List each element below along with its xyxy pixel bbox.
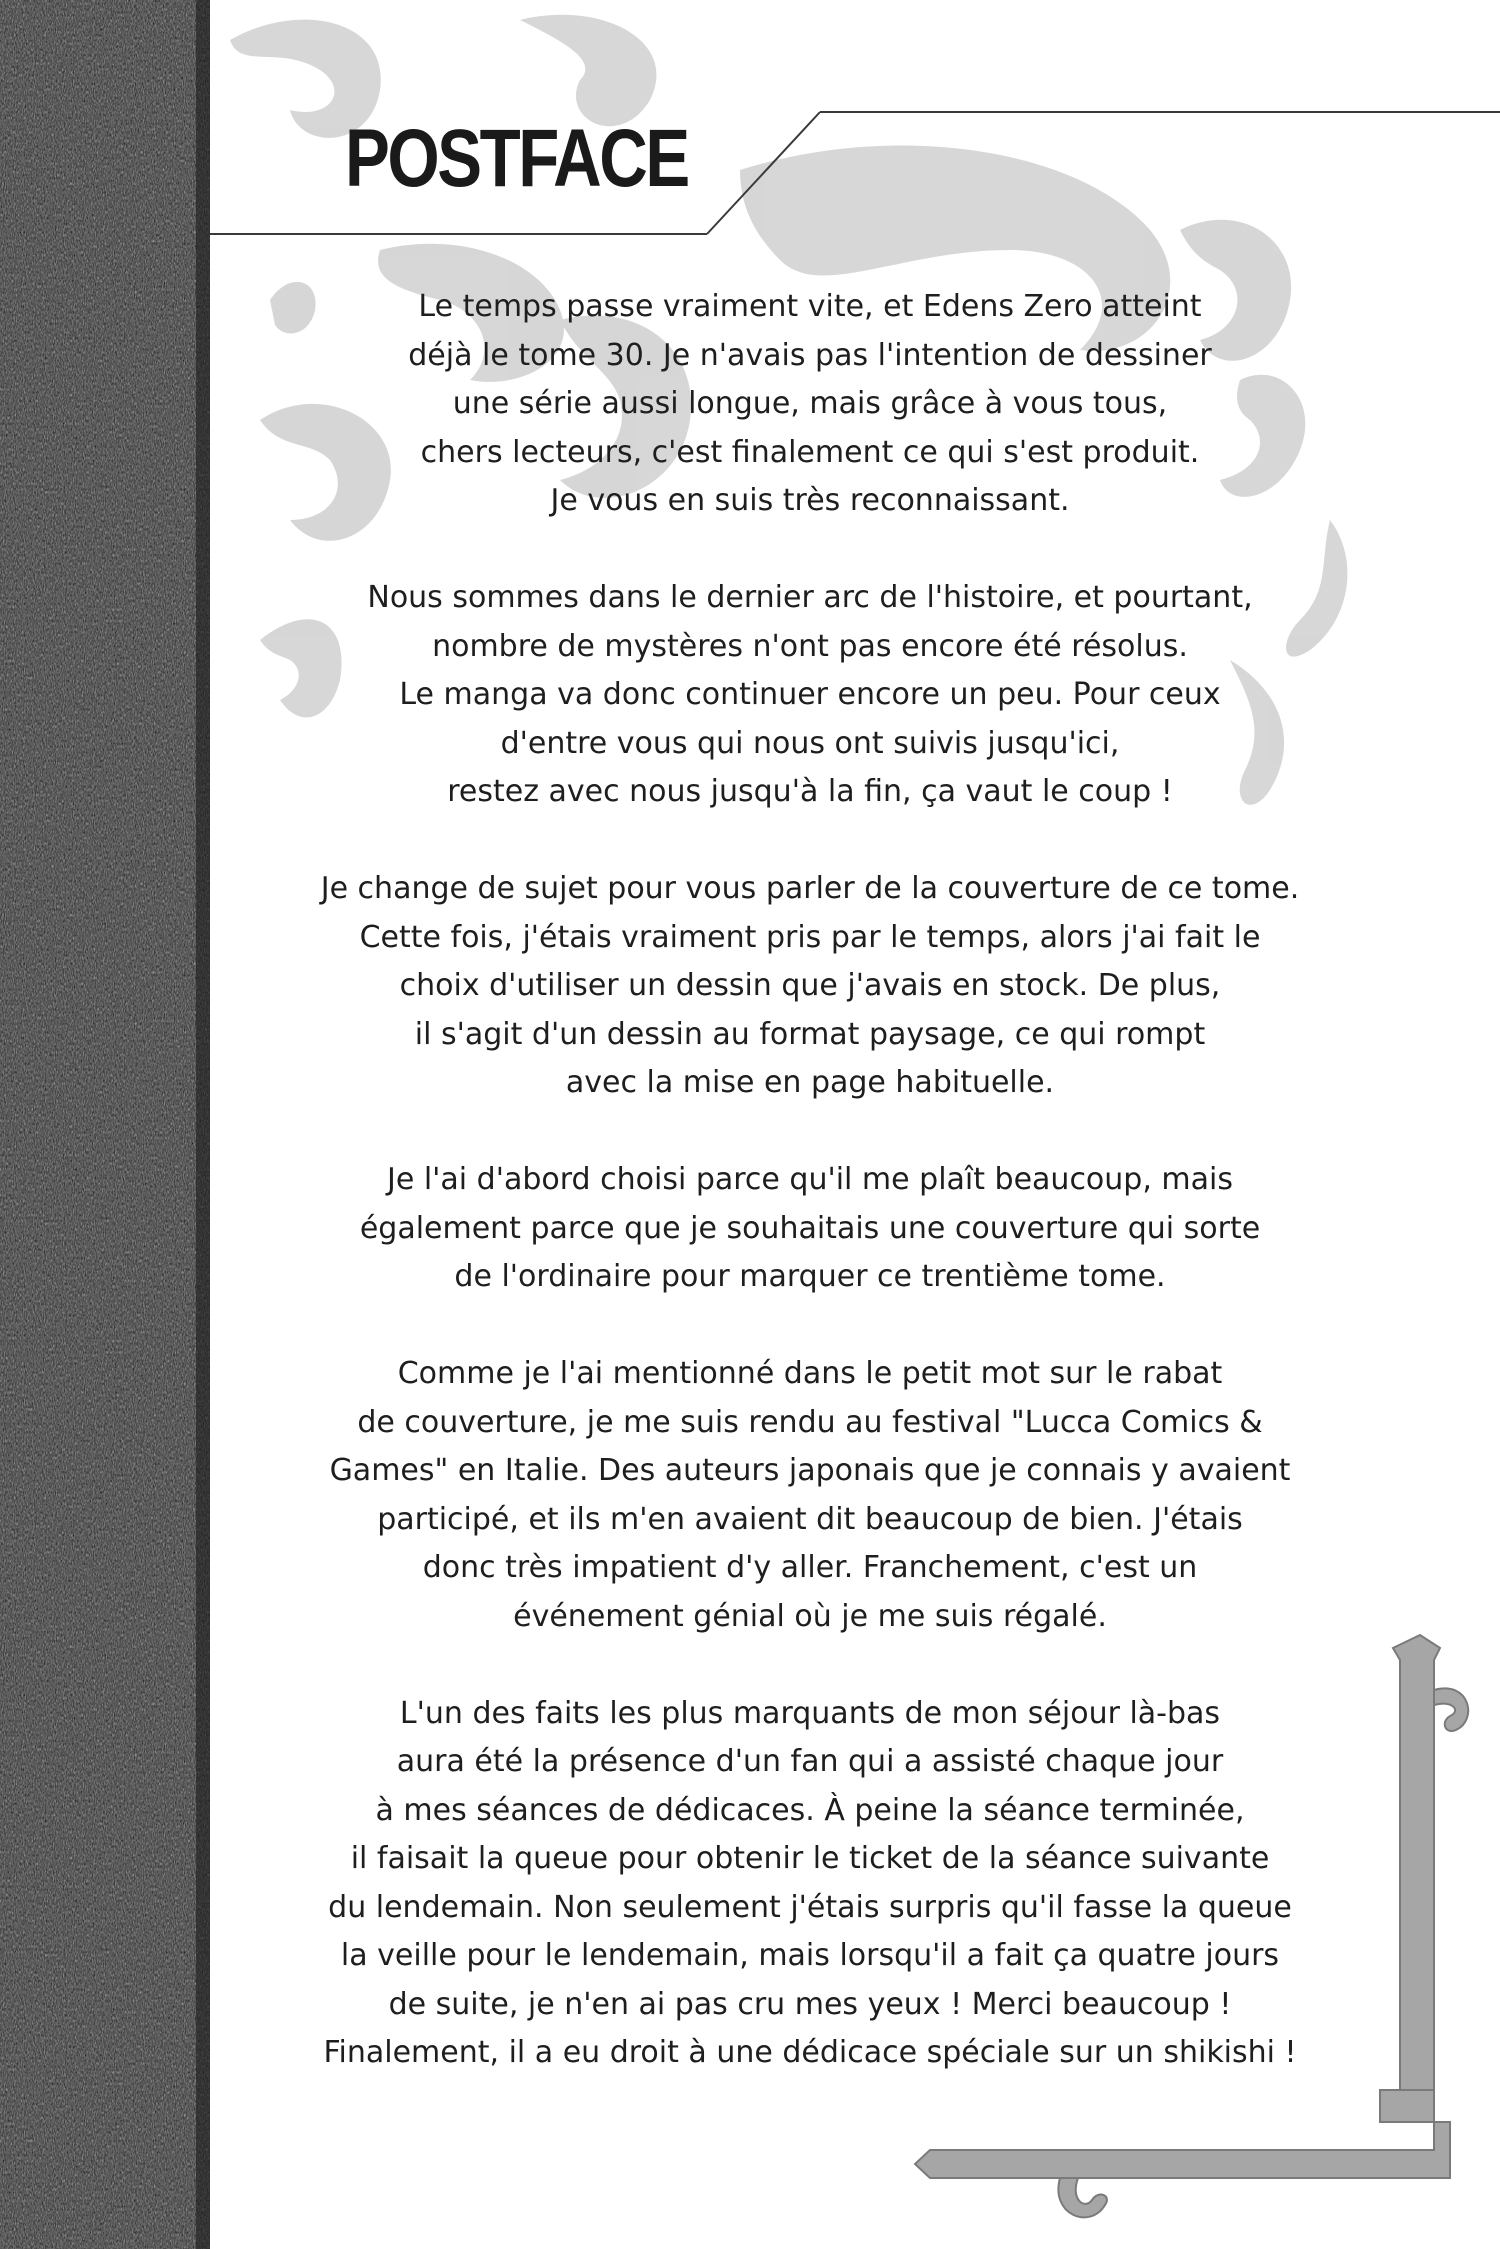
text-line: Finalement, il a eu droit à une dédicace spéciale sur un shikishi ! [323,2035,1297,2070]
text-line: Games" en Italie. Des auteurs japonais que je connais y avaient [329,1453,1291,1488]
text-line: il faisait la queue pour obtenir le ticket de la séance suivante [350,1841,1270,1876]
postface-text [260,283,1360,2126]
text-line: Je l'ai d'abord choisi parce qu'il me plaît beaucoup, mais [387,1162,1233,1197]
text-line: Nous sommes dans le dernier arc de l'histoire, et pourtant, [367,580,1253,615]
paragraph-2 [260,574,1360,817]
text-line: de suite, je n'en ai pas cru mes yeux ! Merci beaucoup ! [388,1986,1232,2022]
text-line: choix d'utiliser un dessin que j'avais en stock. De plus, [399,968,1221,1003]
text-line: Le manga va donc continuer encore un peu. Pour ceux [399,677,1221,712]
text-line: à mes séances de dédicaces. À peine la séance terminée, [375,1792,1245,1828]
text-line: nombre de mystères n'ont pas encore été résolus. [432,628,1188,664]
text-line: de couverture, je me suis rendu au festival "Lucca Comics & [357,1404,1263,1440]
text-line: d'entre vous qui nous ont suivis jusqu'ici, [500,725,1120,761]
text-line: Le temps passe vraiment vite, et Edens Zero atteint [418,289,1202,324]
text-line: restez avec nous jusqu'à la fin, ça vaut le coup ! [447,774,1173,809]
paragraph-3 [260,865,1360,1108]
text-line: une série aussi longue, mais grâce à vous tous, [452,386,1168,421]
text-line: également parce que je souhaitais une couverture qui sorte [359,1210,1261,1246]
text-line: avec la mise en page habituelle. [565,1065,1055,1100]
text-line: chers lecteurs, c'est finalement ce qui s'est produit. [420,434,1200,470]
text-line: participé, et ils m'en avaient dit beaucoup de bien. J'étais [377,1501,1243,1537]
text-line: L'un des faits les plus marquants de mon séjour là-bas [399,1695,1221,1731]
text-line: du lendemain. Non seulement j'étais surpris qu'il fasse la queue [328,1889,1292,1925]
text-line: il s'agit d'un dessin au format paysage, ce qui rompt [414,1016,1206,1052]
text-line: donc très impatient d'y aller. Franchement, c'est un [422,1550,1198,1585]
page-title: POSTFACE [345,113,688,204]
paragraph-1 [260,283,1360,526]
text-line: déjà le tome 30. Je n'avais pas l'intention de dessiner [408,337,1212,373]
paragraph-6 [260,1690,1360,2078]
text-line: de l'ordinaire pour marquer ce trentième tome. [454,1259,1166,1294]
paragraph-4 [260,1156,1360,1302]
text-line: Comme je l'ai mentionné dans le petit mot sur le rabat [397,1356,1223,1391]
text-line: Je vous en suis très reconnaissant. [550,483,1070,518]
text-line: événement génial où je me suis régalé. [513,1598,1107,1634]
text-line: aura été la présence d'un fan qui a assisté chaque jour [396,1744,1224,1779]
text-line: la veille pour le lendemain, mais lorsqu'il a fait ça quatre jours [340,1938,1280,1973]
paragraph-5 [260,1350,1360,1641]
text-line: Je change de sujet pour vous parler de la couverture de ce tome. [320,871,1300,906]
text-line: Cette fois, j'étais vraiment pris par le temps, alors j'ai fait le [359,919,1261,955]
